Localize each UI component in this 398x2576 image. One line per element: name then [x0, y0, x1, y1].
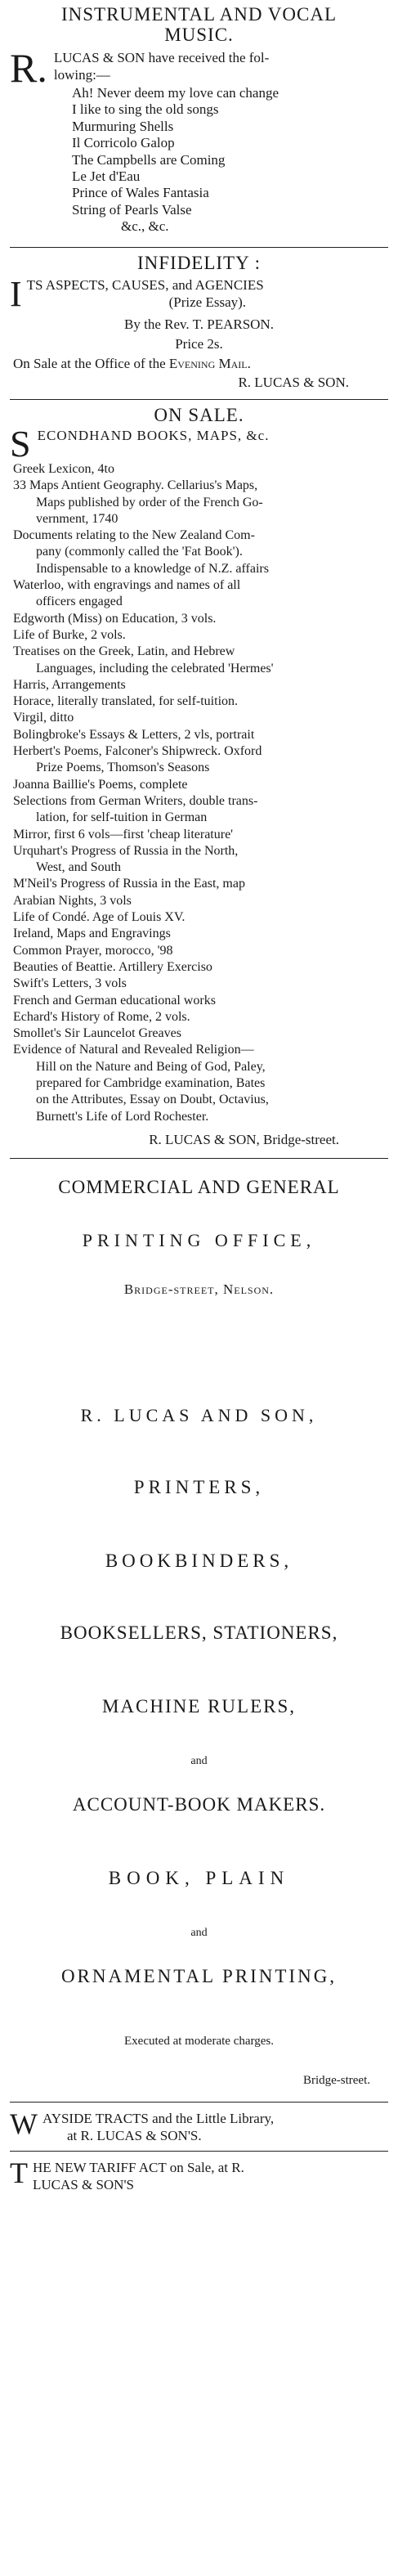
tariff-line2: LUCAS & SON'S	[33, 2177, 134, 2192]
list-item: Harris, Arrangements	[13, 677, 126, 692]
list-item: &c., &c.	[121, 218, 169, 235]
divider	[10, 247, 388, 248]
list-item: French and German educational works	[13, 993, 216, 1008]
divider	[10, 2151, 388, 2152]
printing-book-plain: BOOK, PLAIN	[108, 1868, 290, 1888]
list-item: Bolingbroke's Essays & Letters, 2 vls, portrait	[13, 727, 255, 742]
printing-line1: COMMERCIAL AND GENERAL	[58, 1177, 340, 1197]
infidelity-sale	[13, 355, 388, 372]
printing-account: ACCOUNT-BOOK MAKERS.	[72, 1794, 326, 1815]
printing-address: Bridge-street, Nelson.	[123, 1281, 275, 1297]
printing-line2: PRINTING OFFICE,	[82, 1230, 316, 1250]
list-item: 33 Maps Antient Geography. Cellarius's Maps,	[13, 478, 258, 493]
list-item: Maps published by order of the French Go-	[36, 495, 263, 509]
infidelity-sale-prefix: On Sale at the Office of the	[13, 356, 166, 371]
printing-machine: MACHINE RULERS,	[101, 1696, 296, 1717]
list-item: The Campbells are Coming	[72, 151, 226, 168]
infidelity-signature: R. LUCAS & SON.	[238, 375, 349, 390]
list-item: Echard's History of Rome, 2 vols.	[13, 1009, 190, 1024]
printing-bookbinders: BOOKBINDERS,	[105, 1551, 293, 1571]
list-item: pany (commonly called the 'Fat Book').	[36, 545, 243, 559]
list-item: Murmuring Shells	[72, 118, 174, 134]
list-item: lation, for self-tuition in German	[36, 810, 208, 825]
printing-and-2: and	[190, 1927, 208, 1939]
onsale-heading	[10, 423, 388, 464]
music-drop-letter: R.	[10, 45, 47, 91]
printing-ornamental: ORNAMENTAL PRINTING,	[60, 1966, 338, 1986]
list-item: Beauties of Beattie. Artillery Exerciso	[13, 959, 212, 974]
list-item: Indispensable to a knowledge of N.Z. affairs	[36, 561, 269, 576]
list-item: Documents relating to the New Zealand Com-	[13, 528, 255, 543]
list-item: prepared for Cambridge examination, Bates	[36, 1075, 266, 1090]
music-intro-line1: LUCAS & SON have received the fol-	[53, 50, 270, 65]
infidelity-title: INFIDELITY :	[136, 253, 262, 273]
music-list	[72, 85, 279, 236]
wayside-ad	[10, 2107, 388, 2144]
list-item: Burnett's Life of Lord Rochester.	[36, 1109, 209, 1124]
list-item: Ireland, Maps and Engravings	[13, 927, 171, 941]
list-item: Edgworth (Miss) on Education, 3 vols.	[13, 611, 217, 626]
printing-street: Bridge-street.	[302, 2074, 370, 2087]
list-item: Languages, including the celebrated 'Hermes'	[36, 661, 274, 675]
divider	[10, 399, 388, 400]
list-item: Ah! Never deem my love can change	[72, 85, 279, 101]
list-item: Selections from German Writers, double trans-	[13, 793, 258, 808]
list-item: vernment, 1740	[36, 511, 119, 526]
tariff-line1: HE NEW TARIFF ACT on Sale, at R.	[33, 2160, 244, 2175]
list-item: West, and South	[36, 860, 122, 875]
music-intro-line2: lowing:—	[53, 67, 110, 83]
list-item: Swift's Letters, 3 vols	[13, 976, 127, 991]
wayside-drop-letter: W	[10, 2107, 38, 2140]
printing-firm: R. LUCAS AND SON,	[80, 1405, 318, 1425]
divider	[10, 1158, 388, 1159]
list-item: Le Jet d'Eau	[72, 168, 141, 185]
list-item: Treatises on the Greek, Latin, and Hebrew	[13, 644, 235, 659]
printing-executed: Executed at moderate charges.	[124, 2035, 274, 2048]
list-item: Arabian Nights, 3 vols	[13, 893, 132, 908]
tariff-drop-letter: T	[10, 2156, 28, 2189]
onsale-list	[13, 461, 388, 1125]
list-item: Mirror, first 6 vols—first 'cheap literature'	[13, 827, 234, 841]
list-item: Hill on the Nature and Being of God, Paley,	[36, 1059, 266, 1074]
infidelity-sale-paper: Evening Mail.	[168, 356, 251, 371]
list-item: String of Pearls Valse	[72, 201, 192, 218]
infidelity-line1: TS ASPECTS, CAUSES, and AGENCIES	[26, 277, 264, 293]
list-item: Urquhart's Progress of Russia in the North,	[13, 843, 239, 858]
list-item: Waterloo, with engravings and names of all	[13, 578, 241, 593]
onsale-title: ON SALE.	[154, 405, 244, 425]
onsale-signature: R. LUCAS & SON, Bridge-street.	[149, 1132, 339, 1147]
list-item: I like to sing the old songs	[72, 101, 219, 118]
printing-and-1: and	[190, 1755, 208, 1767]
infidelity-author: By the Rev. T. PEARSON.	[124, 316, 274, 332]
list-item: Il Corricolo Galop	[72, 135, 175, 151]
list-item: Smollet's Sir Launcelot Greaves	[13, 1026, 181, 1041]
list-item: Prize Poems, Thomson's Seasons	[36, 761, 210, 775]
infidelity-drop-letter: I	[10, 274, 22, 314]
infidelity-line2: (Prize Essay).	[168, 294, 247, 310]
music-title-line1: INSTRUMENTAL AND VOCAL	[60, 4, 338, 25]
list-item: Prince of Wales Fantasia	[72, 185, 209, 201]
tariff-ad	[10, 2156, 388, 2193]
printing-booksellers: BOOKSELLERS, STATIONERS,	[60, 1622, 338, 1643]
infidelity-price: Price 2s.	[175, 336, 223, 352]
list-item: Joanna Baillie's Poems, complete	[13, 777, 188, 792]
list-item: Common Prayer, morocco, '98	[13, 943, 173, 958]
divider	[10, 2102, 388, 2103]
onsale-drop-letter: S	[10, 423, 31, 464]
list-item: Life of Condé. Age of Louis XV.	[13, 910, 186, 925]
wayside-line1: AYSIDE TRACTS and the Little Library,	[42, 2111, 275, 2126]
onsale-heading-text: ECONDHAND BOOKS, MAPS, &c.	[37, 428, 270, 443]
printing-printers: PRINTERS,	[133, 1477, 265, 1497]
list-item: Virgil, ditto	[13, 711, 74, 725]
list-item: Evidence of Natural and Revealed Religion—	[13, 1043, 254, 1057]
list-item: on the Attributes, Essay on Doubt, Octavius,	[36, 1093, 269, 1107]
wayside-line2: at R. LUCAS & SON'S.	[67, 2128, 202, 2143]
infidelity-body	[10, 274, 388, 314]
list-item: Horace, literally translated, for self-tuition.	[13, 694, 239, 709]
list-item: Herbert's Poems, Falconer's Shipwreck. Oxford	[13, 744, 262, 759]
list-item: Greek Lexicon, 4to	[13, 462, 114, 476]
list-item: Life of Burke, 2 vols.	[13, 627, 126, 642]
list-item: M'Neil's Progress of Russia in the East, map	[13, 877, 245, 891]
music-title-line2: MUSIC.	[164, 25, 234, 45]
list-item: officers engaged	[36, 595, 123, 609]
music-intro	[10, 45, 388, 91]
